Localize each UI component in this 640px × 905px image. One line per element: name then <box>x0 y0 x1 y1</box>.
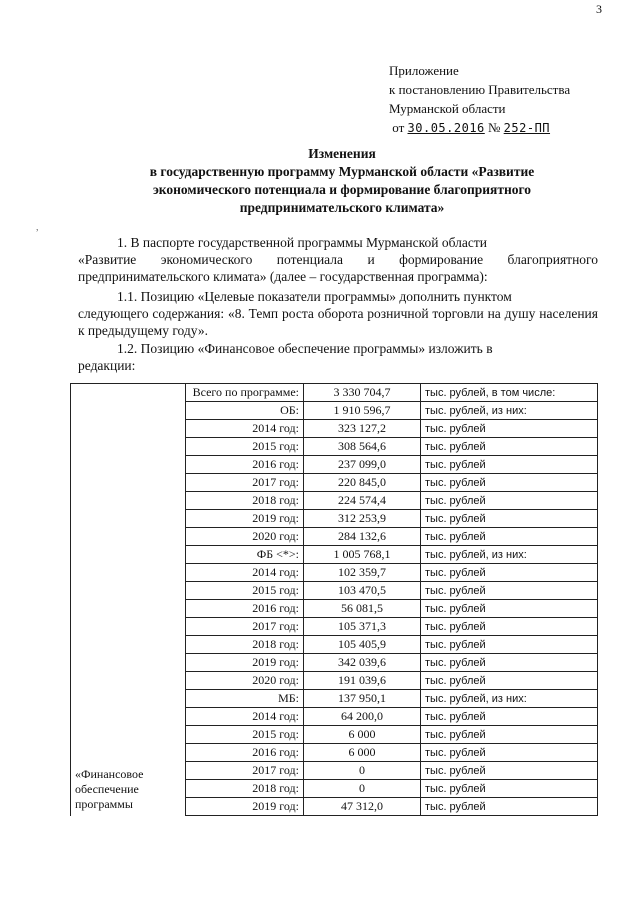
paragraph-2-rest: следующего содержания: «8. Темп роста оборота розничной торговли на душу населения к предыдущему году». <box>78 306 598 338</box>
unit-cell: тыс. рублей <box>421 438 598 456</box>
period-cell: 2019 год: <box>186 510 304 528</box>
period-cell: 2016 год: <box>186 600 304 618</box>
period-cell: МБ: <box>186 690 304 708</box>
amount-cell: 323 127,2 <box>304 420 421 438</box>
unit-cell: тыс. рублей <box>421 456 598 474</box>
period-cell: Всего по программе: <box>186 384 304 402</box>
financing-table <box>70 383 598 816</box>
amount-cell: 284 132,6 <box>304 528 421 546</box>
unit-cell: тыс. рублей <box>421 654 598 672</box>
unit-cell: тыс. рублей <box>421 420 598 438</box>
amount-cell: 312 253,9 <box>304 510 421 528</box>
amount-cell: 220 845,0 <box>304 474 421 492</box>
paragraph-1-rest: «Развитие экономического потенциала и формирование благоприятного предпринимательского климата» (далее – государственная программа): <box>78 252 598 284</box>
amount-cell: 56 081,5 <box>304 600 421 618</box>
annex-region: Мурманской области <box>389 101 506 116</box>
amount-cell: 237 099,0 <box>304 456 421 474</box>
decree-date: 30.05.2016 <box>407 121 485 135</box>
unit-cell: тыс. рублей <box>421 762 598 780</box>
period-cell: 2014 год: <box>186 564 304 582</box>
unit-cell: тыс. рублей <box>421 618 598 636</box>
annex-date-line <box>389 118 570 138</box>
amount-cell: 6 000 <box>304 726 421 744</box>
amount-cell: 64 200,0 <box>304 708 421 726</box>
decree-number: 252-ПП <box>503 121 551 135</box>
unit-cell: тыс. рублей <box>421 528 598 546</box>
unit-cell: тыс. рублей, из них: <box>421 546 598 564</box>
period-cell: 2019 год: <box>186 654 304 672</box>
amount-cell: 6 000 <box>304 744 421 762</box>
financing-label-line-1: «Финансовое <box>75 766 144 781</box>
unit-cell: тыс. рублей <box>421 510 598 528</box>
paragraph-2-first-line: 1.1. Позицию «Целевые показатели программы» дополнить пунктом <box>117 289 512 304</box>
unit-cell: тыс. рублей <box>421 780 598 798</box>
unit-cell: тыс. рублей <box>421 636 598 654</box>
date-prefix: от <box>392 120 405 135</box>
unit-cell: тыс. рублей <box>421 744 598 762</box>
title-line-2: в государственную программу Мурманской области «Развитие <box>149 164 535 179</box>
amount-cell: 105 405,9 <box>304 636 421 654</box>
amount-cell: 3 330 704,7 <box>304 384 421 402</box>
title-line-4: предпринимательского климата» <box>239 200 445 215</box>
amount-cell: 102 359,7 <box>304 564 421 582</box>
period-cell: 2020 год: <box>186 672 304 690</box>
amount-cell: 105 371,3 <box>304 618 421 636</box>
table-row <box>71 384 598 402</box>
amount-cell: 224 574,4 <box>304 492 421 510</box>
period-cell: 2014 год: <box>186 420 304 438</box>
margin-mark: , <box>36 222 39 233</box>
unit-cell: тыс. рублей <box>421 582 598 600</box>
period-cell: 2019 год: <box>186 798 304 816</box>
financing-label-line-2: обеспечение <box>75 781 139 796</box>
amount-cell: 0 <box>304 780 421 798</box>
period-cell: 2017 год: <box>186 618 304 636</box>
unit-cell: тыс. рублей <box>421 726 598 744</box>
unit-cell: тыс. рублей <box>421 474 598 492</box>
unit-cell: тыс. рублей, в том числе: <box>421 384 598 402</box>
unit-cell: тыс. рублей <box>421 708 598 726</box>
annex-title: Приложение <box>389 63 459 78</box>
paragraph-1 <box>78 234 598 285</box>
period-cell: 2020 год: <box>186 528 304 546</box>
period-cell: 2015 год: <box>186 726 304 744</box>
amount-cell: 1 910 596,7 <box>304 402 421 420</box>
paragraph-3-first-line: 1.2. Позицию «Финансовое обеспечение программы» изложить в <box>117 341 493 356</box>
unit-cell: тыс. рублей <box>421 672 598 690</box>
unit-cell: тыс. рублей <box>421 492 598 510</box>
annex-block <box>389 61 570 138</box>
unit-cell: тыс. рублей, из них: <box>421 690 598 708</box>
paragraph-3-rest: редакции: <box>78 358 136 373</box>
amount-cell: 342 039,6 <box>304 654 421 672</box>
period-cell: ФБ <*>: <box>186 546 304 564</box>
period-cell: 2015 год: <box>186 438 304 456</box>
number-prefix: № <box>488 120 501 135</box>
amount-cell: 137 950,1 <box>304 690 421 708</box>
annex-decree: к постановлению Правительства <box>389 82 571 97</box>
unit-cell: тыс. рублей, из них: <box>421 402 598 420</box>
amount-cell: 47 312,0 <box>304 798 421 816</box>
period-cell: ОБ: <box>186 402 304 420</box>
amount-cell: 103 470,5 <box>304 582 421 600</box>
period-cell: 2018 год: <box>186 636 304 654</box>
financing-label-line-3: программы <box>75 796 133 811</box>
period-cell: 2014 год: <box>186 708 304 726</box>
document-title <box>60 145 624 217</box>
title-line-3: экономического потенциала и формирование благоприятного <box>152 182 532 197</box>
paragraph-2 <box>78 288 598 339</box>
period-cell: 2017 год: <box>186 762 304 780</box>
page-number: 3 <box>596 2 602 16</box>
amount-cell: 308 564,6 <box>304 438 421 456</box>
unit-cell: тыс. рублей <box>421 564 598 582</box>
unit-cell: тыс. рублей <box>421 798 598 816</box>
paragraph-3 <box>78 340 598 374</box>
financing-label-cell <box>71 384 186 816</box>
period-cell: 2015 год: <box>186 582 304 600</box>
period-cell: 2016 год: <box>186 744 304 762</box>
period-cell: 2018 год: <box>186 780 304 798</box>
period-cell: 2017 год: <box>186 474 304 492</box>
period-cell: 2016 год: <box>186 456 304 474</box>
unit-cell: тыс. рублей <box>421 600 598 618</box>
amount-cell: 1 005 768,1 <box>304 546 421 564</box>
paragraph-1-first-line: 1. В паспорте государственной программы Мурманской области <box>117 235 487 250</box>
amount-cell: 191 039,6 <box>304 672 421 690</box>
title-line-1: Изменения <box>308 146 376 161</box>
period-cell: 2018 год: <box>186 492 304 510</box>
amount-cell: 0 <box>304 762 421 780</box>
